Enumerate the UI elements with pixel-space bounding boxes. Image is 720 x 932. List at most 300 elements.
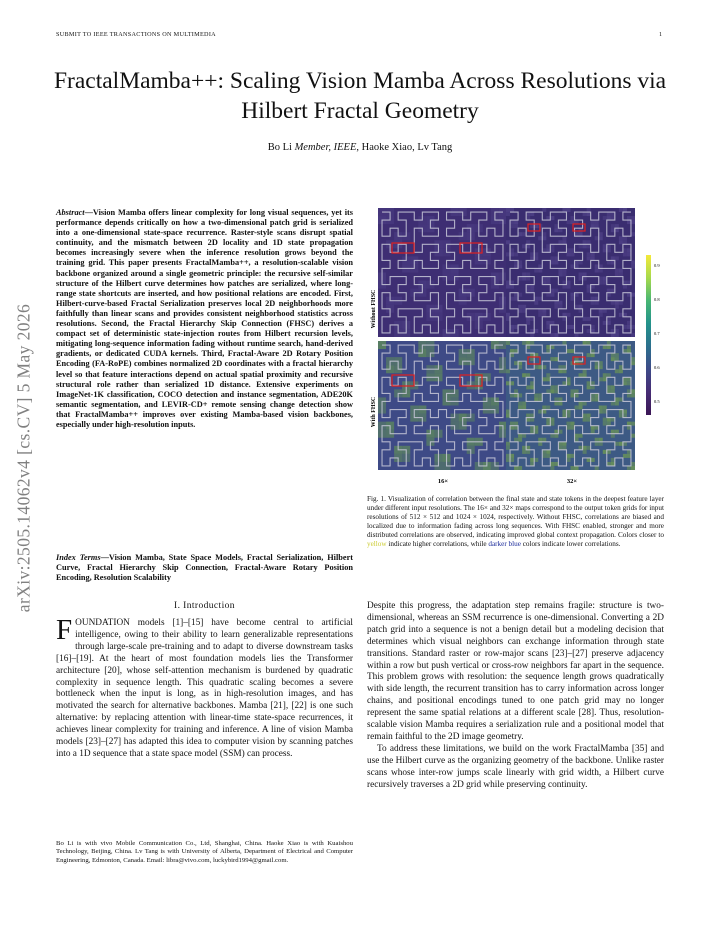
heatmap-cell [562,281,566,285]
heatmap-cell [591,220,595,224]
heatmap-cell [538,365,542,369]
abstract-label: Abstract [56,208,85,217]
heatmap-cell [542,377,546,381]
heatmap-cell [623,236,627,240]
heatmap-cell [579,244,583,248]
heatmap-cell [623,240,627,244]
author-role: Member, IEEE [294,142,357,153]
heatmap-cell [522,305,526,309]
heatmap-cell [566,208,570,212]
heatmap-cell [518,361,522,365]
heatmap-cell [607,341,611,345]
heatmap-cell [566,410,570,414]
heatmap-cell [619,273,623,277]
heatmap-cell [571,216,575,220]
heatmap-cell [530,414,534,418]
heatmap-cell [522,406,526,410]
heatmap-cell [607,289,611,293]
heatmap-cell [542,236,546,240]
heatmap-cell [603,248,607,252]
heatmap-cell [607,462,611,466]
heatmap-cell [603,418,607,422]
heatmap-cell [518,293,522,297]
heatmap-cell [603,410,607,414]
heatmap-cell [627,377,631,381]
heatmap-cell [550,289,554,293]
heatmap-cell [562,285,566,289]
heatmap-cell [550,385,554,389]
heatmap-cell [514,361,518,365]
heatmap-cell [587,458,591,462]
heatmap-cell [595,365,599,369]
heatmap-cell [518,305,522,309]
heatmap-cell [571,293,575,297]
heatmap-cell [631,264,635,268]
heatmap-cell [546,406,550,410]
heatmap-cell [522,232,526,236]
heatmap-cell [534,365,538,369]
heatmap-cell [530,329,534,333]
heatmap-cell [611,289,615,293]
heatmap-cell [623,349,627,353]
heatmap-cell [583,277,587,281]
heatmap-cell [514,466,518,470]
heatmap-cell [522,341,526,345]
heatmap-cell [538,438,542,442]
heatmap-cell [538,397,542,401]
heatmap-cell [623,285,627,289]
intro-paragraph-2: Despite this progress, the adaptation step remains fragile: structure is two-dimensional, whereas an SSM recurrence is one-dimensional. Converting a 2D patch grid into a sequence is not a benign detail but a modeling decision that determines which visual neighbors can exchange information through state transitions. Standard raster or row-major scans [23]–[27] preserve adjacency within a row but push vertical or cross-row neighbors far apart in the sequence. This problem grows with resolution: the sequence length grows quadratically with side length, the recurrent transition has to carry information across longer chains, and positional encodings tuned to one patch grid may no longer represent the same spatial relations at a different scale [28]. Thus, resolution-scalable vision Mamba requires a serialization rule and a positional model that remain faithful to the 2D image geometry. [367,601,664,742]
heatmap-cell [510,297,514,301]
heatmap-cell [534,268,538,272]
heatmap-cell [506,446,510,450]
heatmap-cell [623,454,627,458]
heatmap-cell [591,256,595,260]
heatmap-cell [579,260,583,264]
heatmap-cell [546,244,550,248]
heatmap-cell [631,232,635,236]
heatmap-cell [571,389,575,393]
heatmap-cell [530,357,534,361]
heatmap-cell [550,345,554,349]
heatmap-cell [506,381,510,385]
heatmap-cell [595,438,599,442]
heatmap-cell [619,442,623,446]
heatmap-cell [558,369,562,373]
heatmap-cell [506,341,510,345]
heatmap-cell [579,305,583,309]
heatmap-cell [627,293,631,297]
heatmap-cell [607,244,611,248]
heatmap-cell [554,397,558,401]
heatmap-cell [631,462,635,466]
heatmap-cell [550,357,554,361]
heatmap-cell [510,349,514,353]
heatmap-cell [579,309,583,313]
heatmap-cell [587,418,591,422]
heatmap-cell [611,401,615,405]
heatmap-cell [558,268,562,272]
heatmap-cell [615,329,619,333]
col-label-32: 32× [566,478,578,485]
heatmap-cell [510,393,514,397]
heatmap-cell [554,389,558,393]
correlation-figure [368,205,664,490]
heatmap-cell [595,224,599,228]
heatmap-cell [611,357,615,361]
heatmap-cell [623,381,627,385]
heatmap-cell [526,273,530,277]
colorbar-tick: 0.5 [654,399,660,404]
heatmap-cell [623,377,627,381]
heatmap-cell [627,454,631,458]
heatmap-cell [562,273,566,277]
heatmap-cell [562,369,566,373]
heatmap-cell [510,325,514,329]
heatmap-cell [530,418,534,422]
heatmap-cell [554,462,558,466]
heatmap-cell [542,410,546,414]
heatmap-cell [546,277,550,281]
heatmap-cell [506,442,510,446]
heatmap-panel-without-16 [378,208,507,337]
heatmap-cell [615,333,619,337]
heatmap-cell [615,442,619,446]
heatmap-cell [562,341,566,345]
heatmap-cell [603,373,607,377]
heatmap-cell [510,458,514,462]
heatmap-cell [623,325,627,329]
heatmap-cell [506,313,510,317]
colorbar-tick: 0.7 [654,331,660,336]
heatmap-cell [566,377,570,381]
heatmap-cell [627,381,631,385]
heatmap-cell [595,297,599,301]
heatmap-cell [599,438,603,442]
heatmap-cell [542,454,546,458]
heatmap-cell [631,260,635,264]
heatmap-cell [619,301,623,305]
heatmap-cell [514,293,518,297]
heatmap-cell [558,273,562,277]
heatmap-cell [518,406,522,410]
heatmap-cell [607,389,611,393]
heatmap-cell [562,446,566,450]
index-terms-text: —Vision Mamba, State Space Models, Fractal Serialization, Hilbert Curve, Fractal Hierarchy Skip Connection, Fractal-Aware Rotary Position Encoding, Resolution Scalability [56,553,354,583]
heatmap-cell [506,252,510,256]
heatmap-cell [571,422,575,426]
colorbar-tick: 0.6 [654,365,660,370]
heatmap-cell [538,264,542,268]
heatmap-cell [579,401,583,405]
heatmap-cell [575,438,579,442]
heatmap-cell [510,454,514,458]
heatmap-cell [571,264,575,268]
heatmap-cell [599,268,603,272]
heatmap-cell [534,297,538,301]
heatmap-cell [627,216,631,220]
heatmap-cell [571,252,575,256]
heatmap-cell [558,397,562,401]
heatmap-cell [627,220,631,224]
heatmap-cell [526,373,530,377]
heatmap-cell [562,268,566,272]
heatmap-cell [534,397,538,401]
heatmap-cell [611,256,615,260]
heatmap-cell [591,430,595,434]
heatmap-cell [546,325,550,329]
page-number: 1 [659,31,663,38]
heatmap-cell [542,232,546,236]
heatmap-cell [510,329,514,333]
heatmap-cell [603,450,607,454]
heatmap-cell [554,434,558,438]
heatmap-cell [571,426,575,430]
heatmap-cell [530,317,534,321]
heatmap-cell [514,426,518,430]
heatmap-cell [579,273,583,277]
heatmap-cell [534,426,538,430]
heatmap-panel-without-32 [506,208,635,337]
heatmap-cell [550,293,554,297]
heatmap-cell [619,410,623,414]
heatmap-cell [583,373,587,377]
heatmap-cell [619,268,623,272]
heatmap-cell [506,458,510,462]
heatmap-cell [566,349,570,353]
col-label-16: 16× [437,478,449,485]
colorbar-tick: 0.9 [654,263,660,268]
heatmap-cell [619,414,623,418]
heatmap-cell [554,385,558,389]
heatmap-panel-with-32 [506,341,635,470]
heatmap-cell [571,466,575,470]
heatmap-cell [595,301,599,305]
heatmap-cell [506,240,510,244]
heatmap-cell [619,240,623,244]
heatmap-cell [631,434,635,438]
heatmap-cell [631,325,635,329]
heatmap-cell [583,212,587,216]
heatmap-cell [627,345,631,349]
heatmap-cell [599,277,603,281]
heatmap-cell [514,325,518,329]
heatmap-cell [550,462,554,466]
heatmap-cell [558,401,562,405]
heatmap-cell [591,325,595,329]
heatmap-cell [526,285,530,289]
heatmap-cell [591,393,595,397]
heatmap-cell [587,244,591,248]
abstract-text: —Vision Mamba offers linear complexity for long visual sequences, yet its performance depends critically on how a two-dimensional patch grid is serialized into a one-dimensional state-space recurrence. Raster-style scans disrupt spatial continuity, and the mismatch between 2D locality and 1D state propagation becomes increasingly severe when the inference resolution grows beyond the training grid. This paper presents FractalMamba++, a resolution-scalable vision backbone organized around a single geometric principle: the recursive self-similar structure of the Hilbert curve determines how patches are serialized, where long-range state shortcuts are inserted, and how positional relations are encoded. First, Hilbert-curve-based Fractal Serialization preserves local 2D neighborhoods more faithfully than linear scans and provides consistent neighborhood statistics across resolutions. Second, the Fractal Hierarchy Skip Connection (FHSC) derives a compact set of deterministic state-injection routes from Hilbert recursion levels, mitigating long-sequence information fading without runtime search, hand-derived gradients, or dedicated CUDA kernels. Third, Fractal-Aware 2D Rotary Position Encoding (FA-RoPE) combines normalized 2D coordinates with a fractal hierarchy level so that feature interactions depend on actual spatial proximity and recursive structural role rather than serialized 1D distance. Extensive experiments on ImageNet-1K classification, COCO detection and instance segmentation, ADE20K semantic segmentation, and LEVIR-CD+ remote sensing change detection show that FractalMamba++ improves over existing Mamba-based vision backbones, especially under high-resolution inputs. [56,208,353,429]
caption-yellow-word: yellow [367,539,387,548]
heatmap-cell [522,434,526,438]
heatmap-cell [575,393,579,397]
heatmap-cell [542,365,546,369]
heatmap-cell [534,256,538,260]
heatmap-cell [530,285,534,289]
heatmap-cell [591,224,595,228]
heatmap-cell [631,220,635,224]
heatmap-cell [579,434,583,438]
heatmap-cell [542,208,546,212]
heatmap-cell [611,430,615,434]
heatmap-cell [554,305,558,309]
heatmap-cell [607,293,611,297]
heatmap-cell [623,252,627,256]
heatmap-cell [583,446,587,450]
heatmap-cell [631,216,635,220]
heatmap-cell [591,301,595,305]
heatmap-cell [554,228,558,232]
heatmap-cell [575,466,579,470]
heatmap-cell [627,248,631,252]
heatmap-cell [558,442,562,446]
heatmap-cell [554,401,558,405]
heatmap-cell [506,317,510,321]
colorbar-tick: 0.8 [654,297,660,302]
heatmap-cell [587,414,591,418]
heatmap-cell [575,232,579,236]
heatmap-cell [627,450,631,454]
heatmap-cell [542,281,546,285]
other-authors: , Haoke Xiao, Lv Tang [356,142,453,153]
heatmap-cell [542,309,546,313]
heatmap-cell [599,442,603,446]
heatmap-cell [627,393,631,397]
heatmap-cell [587,446,591,450]
heatmap-cell [595,220,599,224]
heatmap-cell [615,357,619,361]
heatmap-cell [579,446,583,450]
heatmap-cell [530,385,534,389]
heatmap-cell [534,458,538,462]
heatmap-cell [627,422,631,426]
heatmap-cell [595,426,599,430]
heatmap-cell [587,341,591,345]
heatmap-cell [566,422,570,426]
abstract [56,208,353,430]
heatmap-cell [599,264,603,268]
heatmap-cell [514,393,518,397]
heatmap-cell [603,281,607,285]
heatmap-cell [534,393,538,397]
heatmap-cell [514,252,518,256]
heatmap-cell [518,365,522,369]
heatmap-cell [542,406,546,410]
heatmap-cell [510,252,514,256]
heatmap-cell [575,293,579,297]
heatmap-cell [575,333,579,337]
heatmap-cell [587,289,591,293]
figure-caption [367,495,664,548]
heatmap-cell [579,277,583,281]
heatmap-cell [566,252,570,256]
heatmap-cell [518,434,522,438]
heatmap-cell [510,208,514,212]
heatmap-cell [554,256,558,260]
heatmap-cell [595,393,599,397]
heatmap-cell [542,438,546,442]
arxiv-stamp: arXiv:2505.14062v4 [cs.CV] 5 May 2026 [13,303,34,612]
heatmap-cell [530,333,534,337]
heatmap-cell [526,212,530,216]
heatmap-cell [510,381,514,385]
heatmap-cell [591,252,595,256]
heatmap-cell [550,422,554,426]
heatmap-cell [554,289,558,293]
heatmap-cell [579,406,583,410]
heatmap-cell [583,401,587,405]
heatmap-cell [566,281,570,285]
heatmap-cell [627,466,631,470]
heatmap-cell [583,244,587,248]
heatmap-cell [518,264,522,268]
heatmap-cell [518,438,522,442]
heatmap-cell [566,285,570,289]
heatmap-cell [603,216,607,220]
heatmap-cell [611,260,615,264]
heatmap-cell [554,333,558,337]
heatmap-cell [562,410,566,414]
heatmap-cell [546,454,550,458]
heatmap-cell [583,317,587,321]
heatmap-cell [506,281,510,285]
heatmap-cell [607,385,611,389]
heatmap-cell [534,329,538,333]
heatmap-cell [595,236,599,240]
heatmap-cell [571,454,575,458]
heatmap-cell [514,297,518,301]
heatmap-cell [538,393,542,397]
heatmap-cell [558,446,562,450]
heatmap-cell [627,389,631,393]
heatmap-cell [566,426,570,430]
heatmap-cell [518,393,522,397]
heatmap-cell [526,450,530,454]
heatmap-cell [550,260,554,264]
heatmap-cell [591,397,595,401]
heatmap-cell [518,401,522,405]
heatmap-cell [546,345,550,349]
heatmap-cell [526,341,530,345]
heatmap-cell [591,297,595,301]
heatmap-cell [514,224,518,228]
heatmap-cell [623,313,627,317]
caption-text: Visualization of correlation between the final state and state tokens in the deepest feature layer under different input resolutions. The 16× and 32× maps correspond to the output token grids for input resolutions of 512 × 512 and 1024 × 1024, respectively. Without FHSC, correlations are biased and localized due to information fading across long sequences. With FHSC enabled, stronger and more distributed correlations are observed, indicating improved global context propagation. Colors closer to [367,495,664,539]
heatmap-cell [522,277,526,281]
heatmap-cell [526,317,530,321]
heatmap-cell [587,240,591,244]
heatmap-cell [611,212,615,216]
heatmap-cell [518,260,522,264]
heatmap-cell [603,244,607,248]
heatmap-cell [575,305,579,309]
heatmap-cell [591,353,595,357]
heatmap-cell [583,273,587,277]
heatmap-cell [538,297,542,301]
heatmap-cell [587,317,591,321]
heatmap-cell [562,365,566,369]
caption-label: Fig. 1. [367,495,386,503]
heatmap-cell [611,434,615,438]
author-name: Bo Li [267,142,292,153]
heatmap-cell [607,422,611,426]
heatmap-cell [603,277,607,281]
drop-cap: F [56,614,73,646]
heatmap-cell [619,313,623,317]
heatmap-cell [631,293,635,297]
